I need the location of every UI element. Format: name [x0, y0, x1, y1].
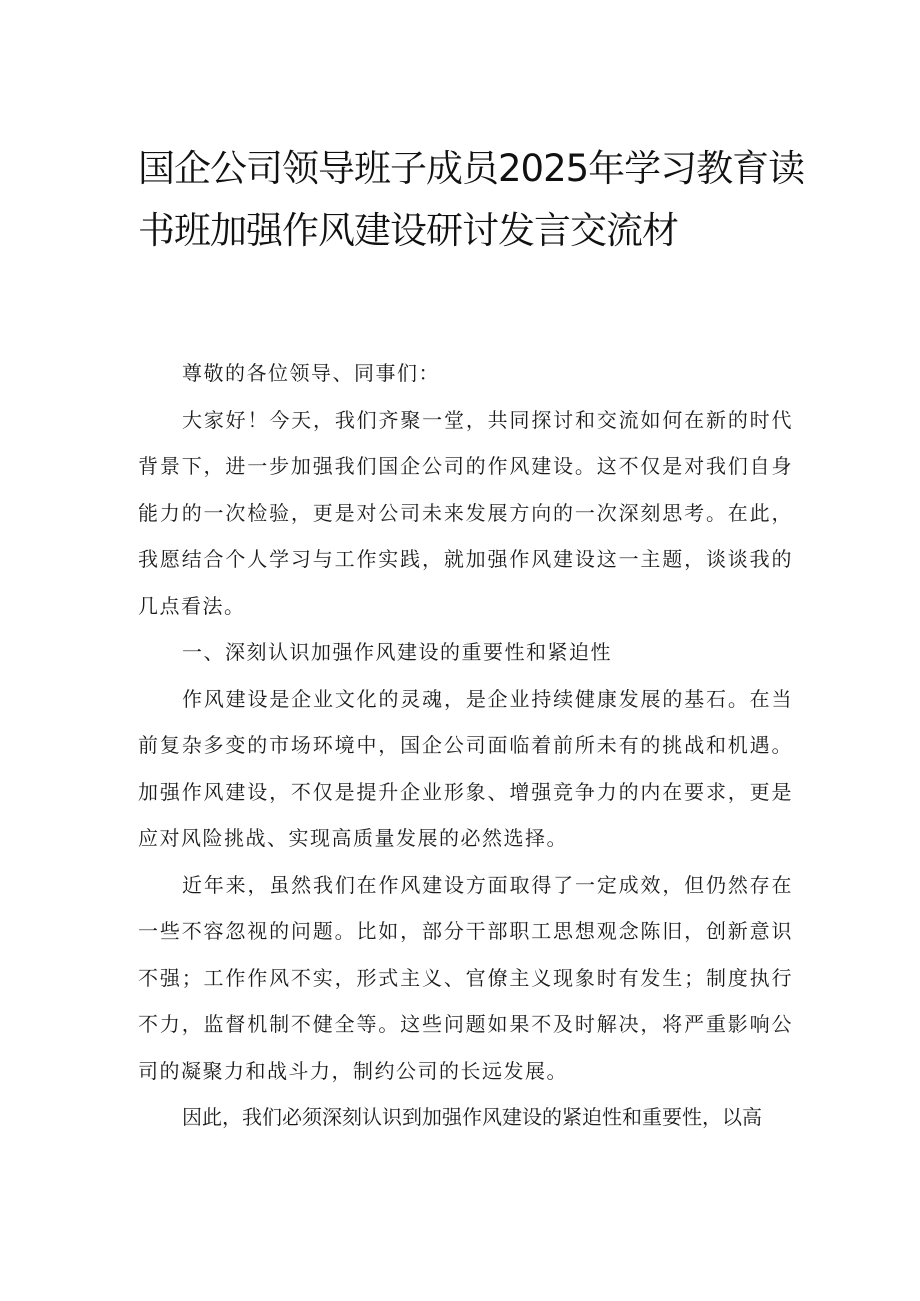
salutation-paragraph: 尊敬的各位领导、同事们： [182, 361, 440, 385]
title-line-1: 国企公司领导班子成员2025年学习教育读 [138, 147, 805, 190]
document-body [138, 350, 793, 1141]
title-line-2: 书班加强作风建设研讨发言交流材 [138, 209, 678, 252]
body-paragraph: 近年来，虽然我们在作风建设方面取得了一定成效，但仍然存在一些不容忽视的问题。比如，部分干部职工思想观念陈旧，创新意识不强；工作作风不实，形式主义、官僚主义现象时有发生；制度执行不力，监督机制不健全等。这些问题如果不及时解决，将严重影响公司的凝聚力和战斗力，制约公司的长远发展。 [138, 872, 793, 1083]
document-title [138, 138, 805, 262]
body-paragraph: 作风建设是企业文化的灵魂，是企业持续健康发展的基石。在当前复杂多变的市场环境中，国企公司面临着前所未有的挑战和机遇。加强作风建设，不仅是提升企业形象、增强竞争力的内在要求，更是应对风险挑战、实现高质量发展的必然选择。 [138, 686, 793, 850]
body-paragraph-last: 因此，我们必须深刻认识到加强作风建设的紧迫性和重要性，以高 [182, 1105, 762, 1129]
intro-paragraph: 大家好！今天，我们齐聚一堂，共同探讨和交流如何在新的时代背景下，进一步加强我们国企公司的作风建设。这不仅是对我们自身能力的一次检验，更是对公司未来发展方向的一次深刻思考。在此，我愿结合个人学习与工作实践，就加强作风建设这一主题，谈谈我的几点看法。 [138, 407, 793, 618]
section-heading-1: 一、深刻认识加强作风建设的重要性和紧迫性 [182, 640, 612, 664]
